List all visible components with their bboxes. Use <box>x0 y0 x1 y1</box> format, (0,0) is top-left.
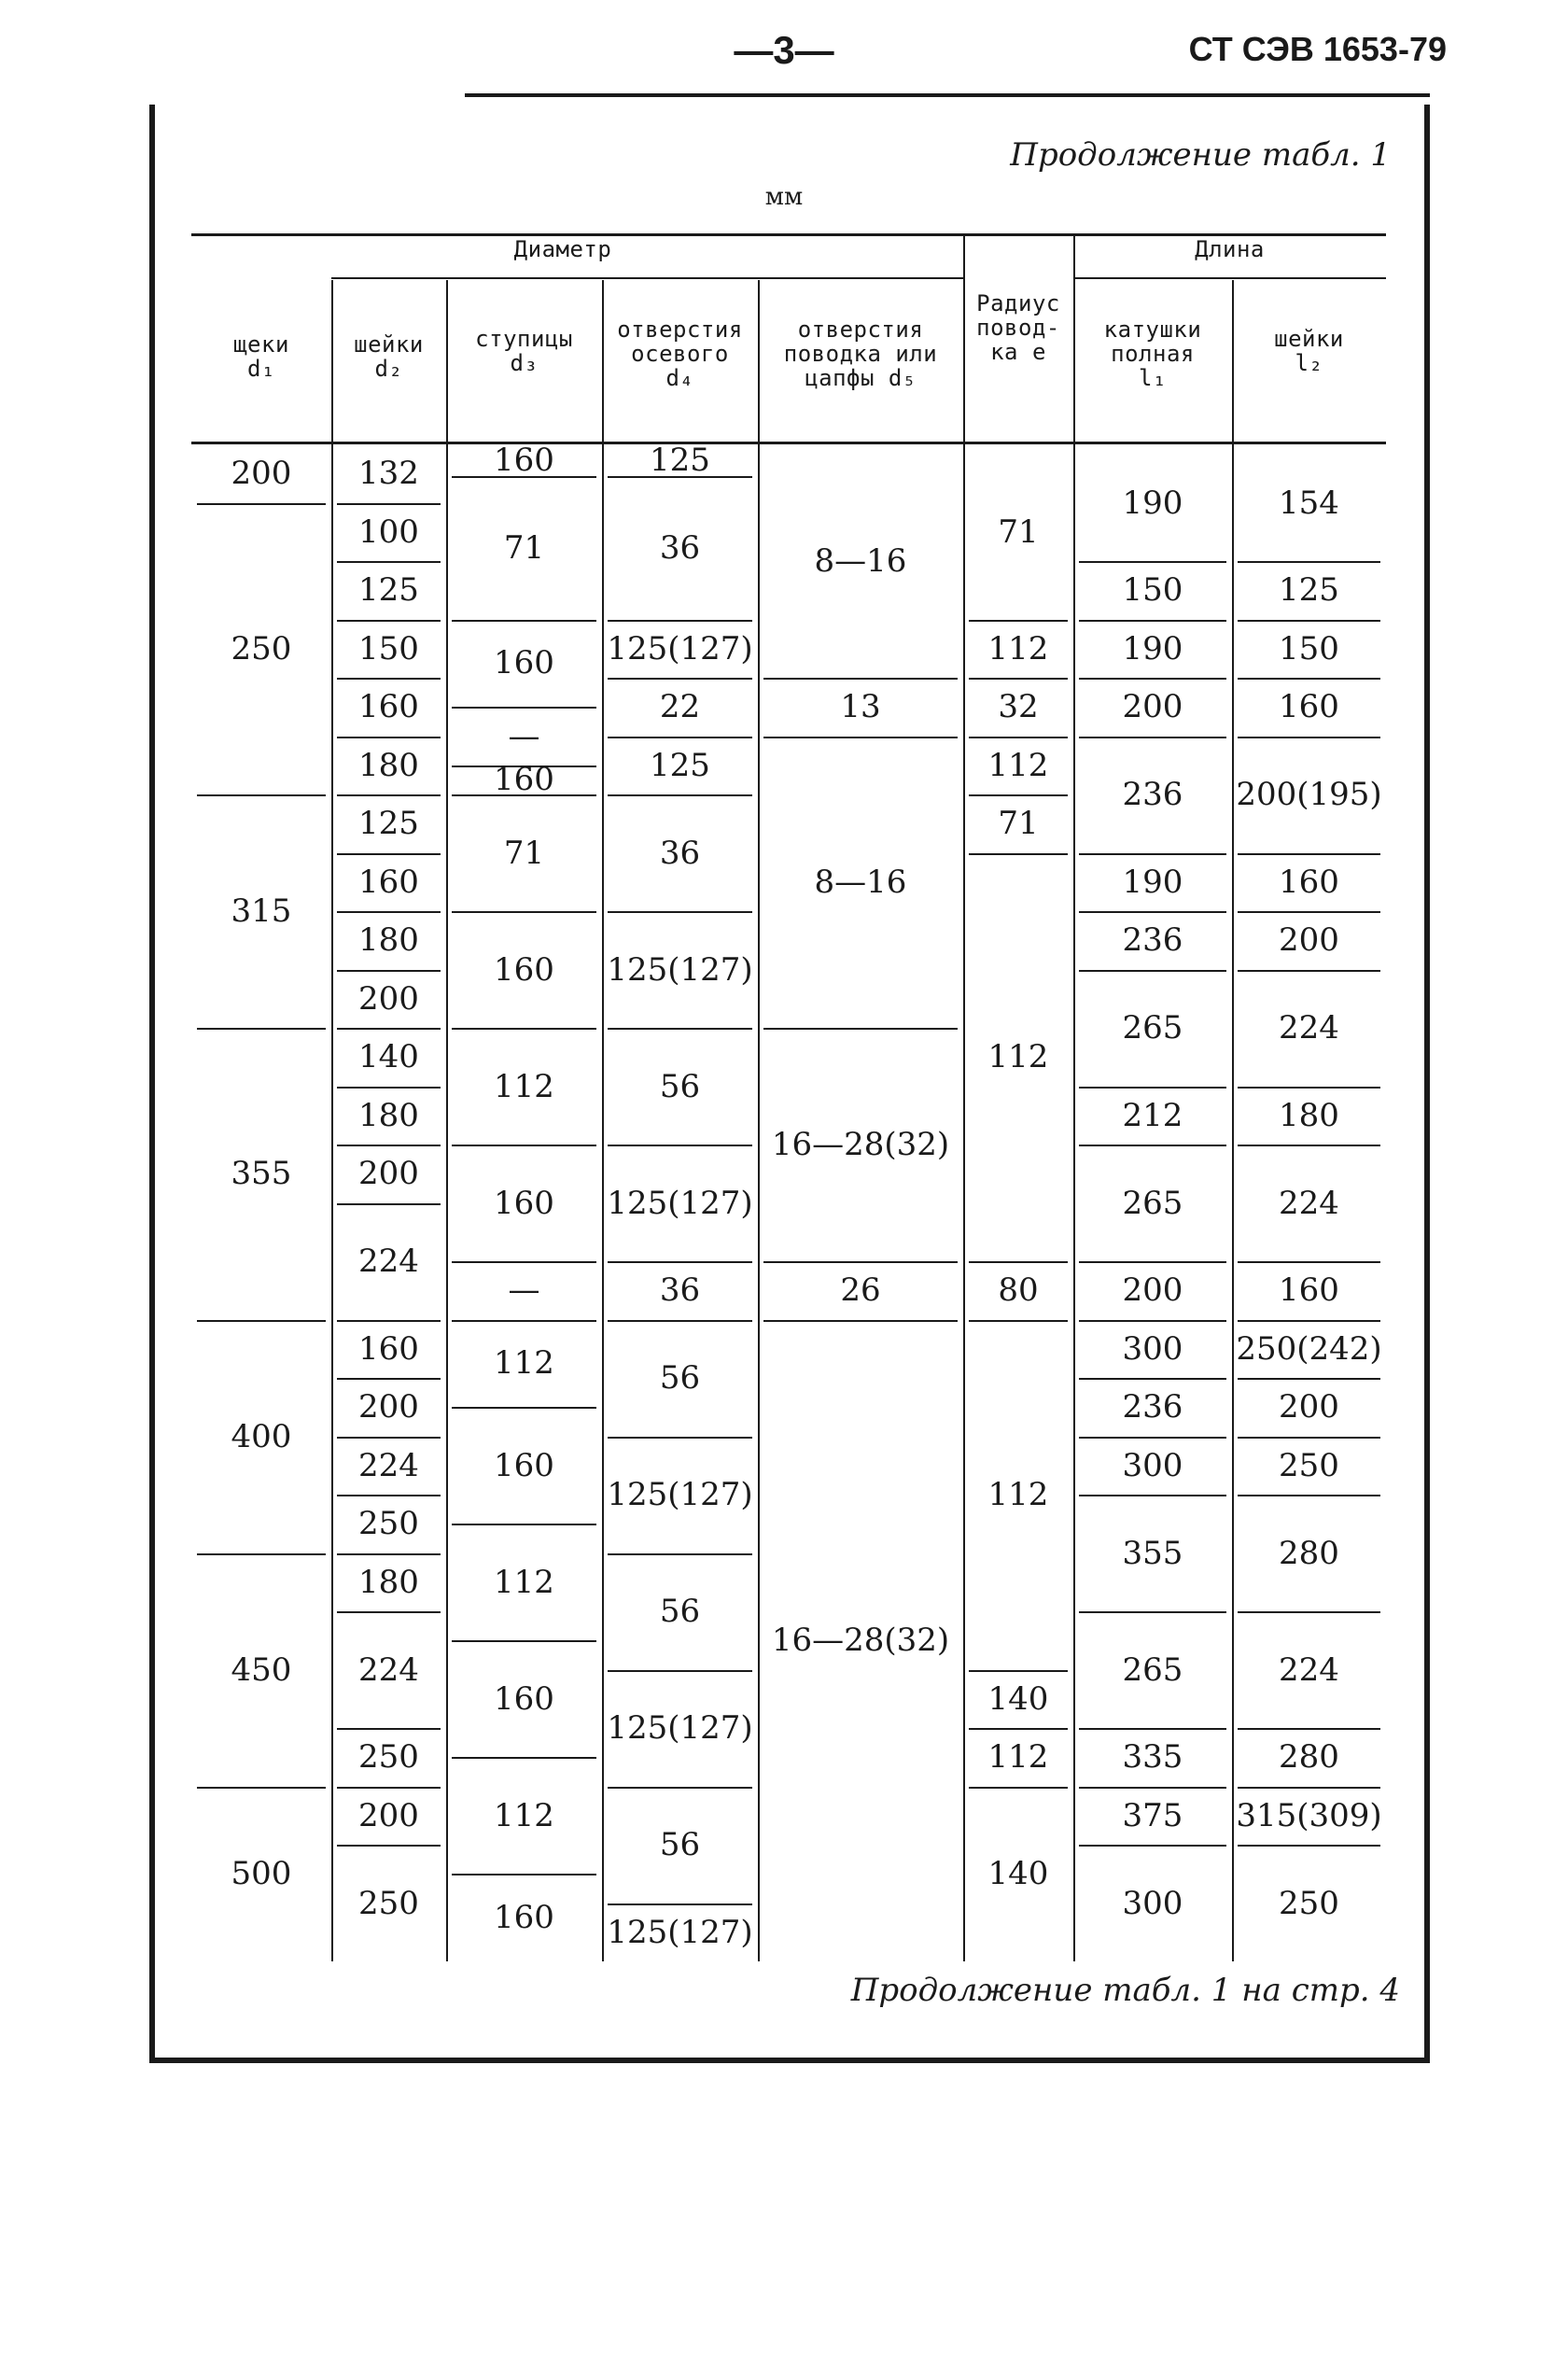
d5-cell: 16—28(32) <box>771 1622 950 1660</box>
l1-cell: 200 <box>1122 688 1183 726</box>
e-cell: 140 <box>987 1679 1049 1718</box>
d2-cell: 100 <box>358 513 419 551</box>
header-l2: шейки l₂ <box>1274 326 1344 376</box>
l1-cell: 265 <box>1122 1009 1183 1047</box>
l1-cell: 190 <box>1122 863 1183 901</box>
e-cell: 80 <box>998 1271 1039 1310</box>
d2-cell: 180 <box>358 1563 419 1601</box>
d3-cell: 160 <box>494 1899 554 1937</box>
d4-cell: 56 <box>659 1359 701 1397</box>
d1-cell: 355 <box>231 1155 292 1193</box>
l2-cell: 125 <box>1279 571 1339 610</box>
d3-cell: 112 <box>494 1796 554 1834</box>
l1-cell: 236 <box>1122 1388 1183 1426</box>
d2-cell: 160 <box>358 863 419 901</box>
l1-cell: 265 <box>1122 1184 1183 1222</box>
d2-cell: 125 <box>358 805 419 843</box>
l2-cell: 315(309) <box>1236 1796 1382 1834</box>
d5-cell: 26 <box>840 1271 881 1310</box>
e-cell: 32 <box>998 688 1039 726</box>
d3-cell: — <box>508 717 540 755</box>
l2-cell: 224 <box>1279 1651 1339 1689</box>
group-rule-length <box>1073 277 1386 279</box>
group-rule-diameter <box>331 277 963 279</box>
d4-cell: 125(127) <box>607 629 753 667</box>
d4-cell: 125 <box>650 746 710 784</box>
d4-cell: 125 <box>650 442 710 480</box>
e-cell: 71 <box>998 805 1039 843</box>
d4-cell: 125(127) <box>607 1476 753 1513</box>
d2-cell: 160 <box>358 1329 419 1368</box>
l1-cell: 236 <box>1122 921 1183 960</box>
l2-cell: 150 <box>1279 629 1339 667</box>
l1-cell: 236 <box>1122 776 1183 813</box>
d3-cell: 160 <box>494 761 554 799</box>
d2-cell: 150 <box>358 629 419 667</box>
d5-cell: 8—16 <box>814 542 907 580</box>
l1-cell: 265 <box>1122 1651 1183 1689</box>
l2-cell: 160 <box>1279 863 1339 901</box>
l2-cell: 200(195) <box>1236 776 1382 813</box>
l2-cell: 250 <box>1279 1446 1339 1484</box>
d2-cell: 125 <box>358 571 419 610</box>
d1-cell: 200 <box>231 455 292 493</box>
l2-cell: 250 <box>1279 1884 1339 1922</box>
d2-cell: 140 <box>358 1038 419 1076</box>
d5-cell: 13 <box>840 688 881 726</box>
d3-cell: 160 <box>494 1184 554 1222</box>
d5-cell: 16—28(32) <box>771 1126 950 1163</box>
d1-cell: 450 <box>231 1651 292 1689</box>
l2-cell: 154 <box>1279 484 1339 522</box>
header-d4: отверстия осевого d₄ <box>617 316 743 391</box>
d4-cell: 36 <box>659 528 701 567</box>
d1-cell: 500 <box>231 1855 292 1893</box>
continuation-bottom: Продолжение табл. 1 на стр. 4 <box>850 1972 1400 2009</box>
l1-cell: 190 <box>1122 629 1183 667</box>
d2-cell: 200 <box>358 1388 419 1426</box>
l1-cell: 335 <box>1122 1738 1183 1777</box>
e-cell: 112 <box>987 1738 1049 1777</box>
d3-cell: 160 <box>494 644 554 682</box>
d3-cell: 112 <box>494 1067 554 1105</box>
d5-cell: 8—16 <box>814 863 907 901</box>
header-e: Радиус повод- ка e <box>976 290 1060 365</box>
d2-cell: 224 <box>358 1446 419 1484</box>
l1-cell: 300 <box>1122 1329 1183 1368</box>
d3-cell: 160 <box>494 1679 554 1718</box>
l2-cell: 160 <box>1279 688 1339 726</box>
d3-cell: 160 <box>494 442 554 480</box>
d4-cell: 125(127) <box>607 950 753 989</box>
frame-top-line <box>465 93 1430 97</box>
l2-cell: 200 <box>1279 921 1339 960</box>
l1-cell: 200 <box>1122 1271 1183 1310</box>
d2-cell: 224 <box>358 1651 419 1689</box>
e-cell: 140 <box>987 1855 1049 1893</box>
group-diameter-header: Диаметр <box>513 236 612 262</box>
d3-cell: 160 <box>494 950 554 989</box>
d2-cell: 160 <box>358 688 419 726</box>
header-l1: катушки полная l₁ <box>1103 316 1202 391</box>
d4-cell: 125(127) <box>607 1184 753 1222</box>
d4-cell: 125(127) <box>607 1913 753 1951</box>
l1-cell: 355 <box>1122 1534 1183 1572</box>
l1-cell: 150 <box>1122 571 1183 610</box>
d3-cell: — <box>508 1271 540 1310</box>
header-d5: отверстия поводка или цапфы d₅ <box>783 316 938 391</box>
d3-cell: 71 <box>503 528 545 567</box>
d4-cell: 125(127) <box>607 1709 753 1747</box>
e-cell: 112 <box>987 1038 1049 1076</box>
l2-cell: 250(242) <box>1236 1329 1382 1368</box>
d3-cell: 112 <box>494 1563 554 1601</box>
d1-cell: 315 <box>231 892 292 930</box>
e-cell: 112 <box>987 1476 1049 1513</box>
l2-cell: 200 <box>1279 1388 1339 1426</box>
d1-cell: 400 <box>231 1417 292 1455</box>
d2-cell: 250 <box>358 1884 419 1922</box>
d2-cell: 180 <box>358 921 419 960</box>
group-length-header: Длина <box>1195 236 1265 262</box>
d4-cell: 36 <box>659 1271 701 1310</box>
l2-cell: 224 <box>1279 1184 1339 1222</box>
l1-cell: 300 <box>1122 1884 1183 1922</box>
d4-cell: 56 <box>659 1826 701 1863</box>
l1-cell: 375 <box>1122 1796 1183 1834</box>
l1-cell: 212 <box>1122 1096 1183 1134</box>
l2-cell: 160 <box>1279 1271 1339 1310</box>
d2-cell: 200 <box>358 1155 419 1193</box>
e-cell: 112 <box>987 746 1049 784</box>
d2-cell: 224 <box>358 1243 419 1280</box>
d3-cell: 71 <box>503 834 545 872</box>
document-code: СТ СЭВ 1653-79 <box>1188 30 1447 68</box>
d2-cell: 180 <box>358 1096 419 1134</box>
d1-cell: 250 <box>231 629 292 667</box>
unit-label: мм <box>764 183 804 211</box>
header-d1: щеки d₁ <box>233 331 289 382</box>
l2-cell: 280 <box>1279 1534 1339 1572</box>
e-cell: 112 <box>987 629 1049 667</box>
continuation-top: Продолжение табл. 1 <box>1010 136 1391 174</box>
l2-cell: 180 <box>1279 1096 1339 1134</box>
l2-cell: 224 <box>1279 1009 1339 1047</box>
d2-cell: 200 <box>358 979 419 1018</box>
d4-cell: 56 <box>659 1067 701 1105</box>
e-cell: 71 <box>998 513 1039 551</box>
l2-cell: 280 <box>1279 1738 1339 1777</box>
l1-cell: 190 <box>1122 484 1183 522</box>
l1-cell: 300 <box>1122 1446 1183 1484</box>
page-number: —3— <box>734 28 834 72</box>
d4-cell: 36 <box>659 834 701 872</box>
d3-cell: 160 <box>494 1446 554 1484</box>
d2-cell: 200 <box>358 1796 419 1834</box>
d2-cell: 180 <box>358 746 419 784</box>
d3-cell: 112 <box>494 1344 554 1383</box>
d2-cell: 132 <box>358 455 419 493</box>
d2-cell: 250 <box>358 1505 419 1543</box>
d4-cell: 56 <box>659 1593 701 1630</box>
header-d2: шейки d₂ <box>354 331 424 382</box>
header-d3: ступицы d₃ <box>475 326 573 376</box>
d2-cell: 250 <box>358 1738 419 1777</box>
d4-cell: 22 <box>659 688 701 726</box>
